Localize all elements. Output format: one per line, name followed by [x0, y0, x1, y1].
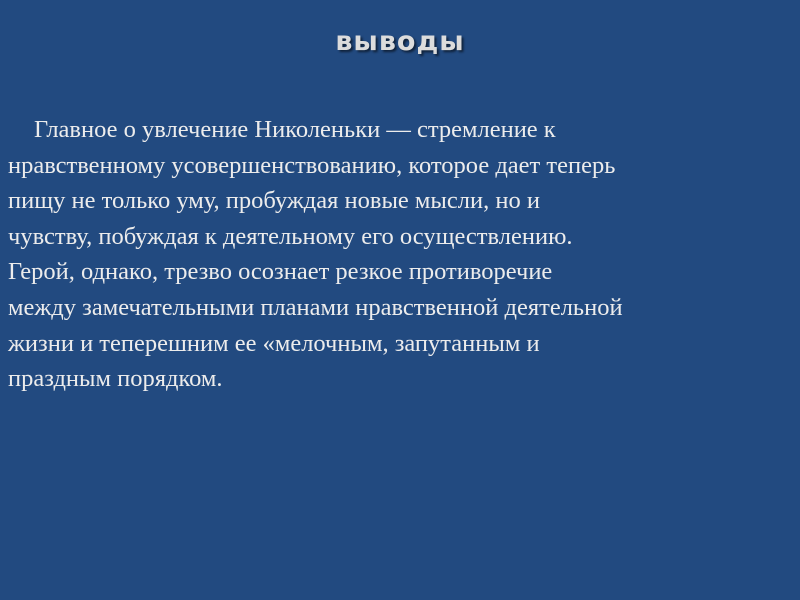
- body-line: праздным порядком.: [8, 365, 223, 393]
- body-line: нравственному усовершенствованию, которое дает теперь: [8, 151, 616, 179]
- body-line: пищу не только уму, пробуждая новые мысли, но и: [8, 187, 540, 215]
- body-line: между замечательными планами нравственной деятельной: [8, 293, 623, 321]
- slide-title: выводы: [335, 26, 465, 57]
- body-line: Главное о увлечение Николеньки — стремление к: [34, 116, 556, 143]
- body-line: жизни и теперешним ее «мелочным, запутанным и: [8, 329, 540, 357]
- body-line: Герой, однако, трезво осознает резкое противоречие: [8, 258, 553, 286]
- body-line: чувству, побуждая к деятельному его осуществлению.: [8, 222, 573, 250]
- slide-body-text: [8, 112, 790, 397]
